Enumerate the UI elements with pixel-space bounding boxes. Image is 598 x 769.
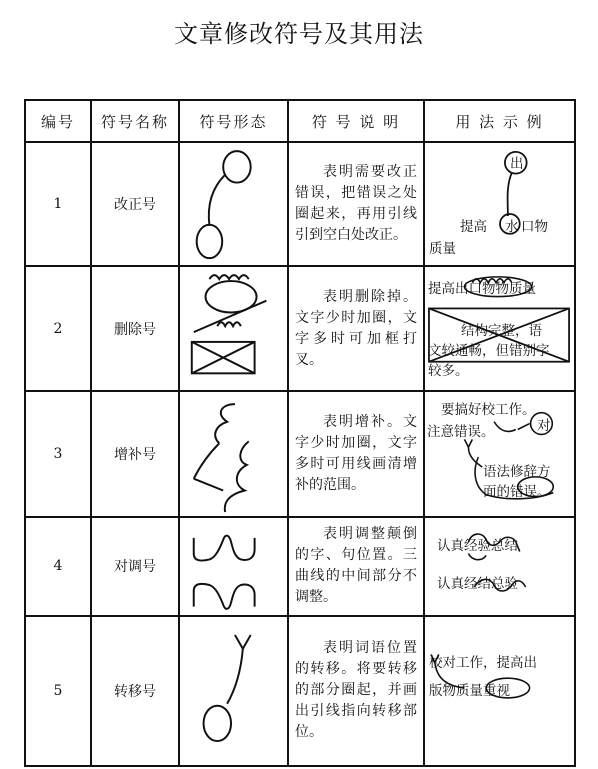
header-symbol-name: 符号名称 [91, 100, 179, 142]
swap-example-marks [425, 518, 574, 615]
row-number: 5 [25, 616, 91, 766]
row-symbol-name: 改正号 [91, 142, 179, 266]
page-title: 文章修改符号及其用法 [174, 20, 424, 48]
correction-example [424, 142, 575, 266]
row-description: 表明需要改正错误，把错误之处圈起来，再用引线引到空白处改正。 [288, 142, 424, 266]
example-text: 语法修辞方 [483, 463, 551, 480]
example-text: 口物 [521, 219, 548, 235]
insertion-mark-shape [179, 391, 288, 517]
symbol-table-container [24, 99, 574, 761]
row-description: 表明增补。文字少时加圈，文字多时可用线画清增补的范围。 [288, 391, 424, 517]
insertion-text: 对 [537, 417, 551, 434]
example-text: 注意错误。 [427, 423, 495, 440]
example-text: 较多。 [428, 363, 469, 380]
correction-mark-shape [179, 142, 288, 266]
insertion-mark-drawing [180, 392, 287, 516]
row-symbol-name: 转移号 [91, 616, 179, 766]
deletion-mark-drawing [180, 267, 287, 389]
row-symbol-name: 对调号 [91, 517, 179, 616]
correction-text: 出 [510, 156, 524, 172]
example-text: 面的错误。 [483, 483, 551, 500]
row-number: 3 [25, 391, 91, 517]
table-row [25, 391, 575, 517]
row-number: 1 [25, 142, 91, 266]
deletion-mark-shape [179, 266, 288, 390]
table-row [25, 142, 575, 266]
example-text: 文较通畅，但错别字 [428, 343, 550, 360]
table-row [25, 266, 575, 390]
row-symbol-name: 增补号 [91, 391, 179, 517]
row-symbol-name: 删除号 [91, 266, 179, 390]
swap-example [424, 517, 575, 616]
example-text: 提高 [460, 219, 487, 235]
swap-mark-drawing [180, 518, 287, 615]
swap-mark-shape [179, 517, 288, 616]
header-usage-example: 用 法 示 例 [424, 100, 575, 142]
row-description: 表明调整颠倒的字、句位置。三曲线的中间部分不调整。 [288, 517, 424, 616]
example-text: 认真经验总结 [437, 538, 518, 555]
example-text: 结构完整，语 [461, 323, 542, 340]
transfer-example [424, 616, 575, 766]
example-text: 版物质量重视 [429, 682, 510, 699]
header-symbol-description: 符 号 说 明 [288, 100, 424, 142]
correction-mark-drawing [180, 143, 287, 265]
table-header-row [25, 100, 575, 142]
row-number: 2 [25, 266, 91, 390]
insertion-example [424, 391, 575, 517]
example-text: 提高出口物物质量 [428, 281, 536, 298]
transfer-mark-drawing [180, 617, 287, 765]
example-text: 要搞好校工作。 [441, 401, 536, 418]
transfer-mark-shape [179, 616, 288, 766]
example-text: 质量 [429, 241, 456, 257]
header-symbol-shape: 符号形态 [179, 100, 288, 142]
table-row [25, 517, 575, 616]
row-description: 表明删除掉。文字少时加圈，文字多时可加框打叉。 [288, 266, 424, 390]
circled-error-text: 水 [505, 219, 519, 235]
symbol-table [24, 99, 576, 767]
row-number: 4 [25, 517, 91, 616]
header-number: 编号 [25, 100, 91, 142]
example-text: 认真经结总验 [437, 576, 518, 593]
example-text: 校对工作，提高出 [429, 654, 537, 671]
table-row [25, 616, 575, 766]
row-description: 表明词语位置的转移。将要转移的部分圈起，并画出引线指向转移部位。 [288, 616, 424, 766]
deletion-example [424, 266, 575, 390]
